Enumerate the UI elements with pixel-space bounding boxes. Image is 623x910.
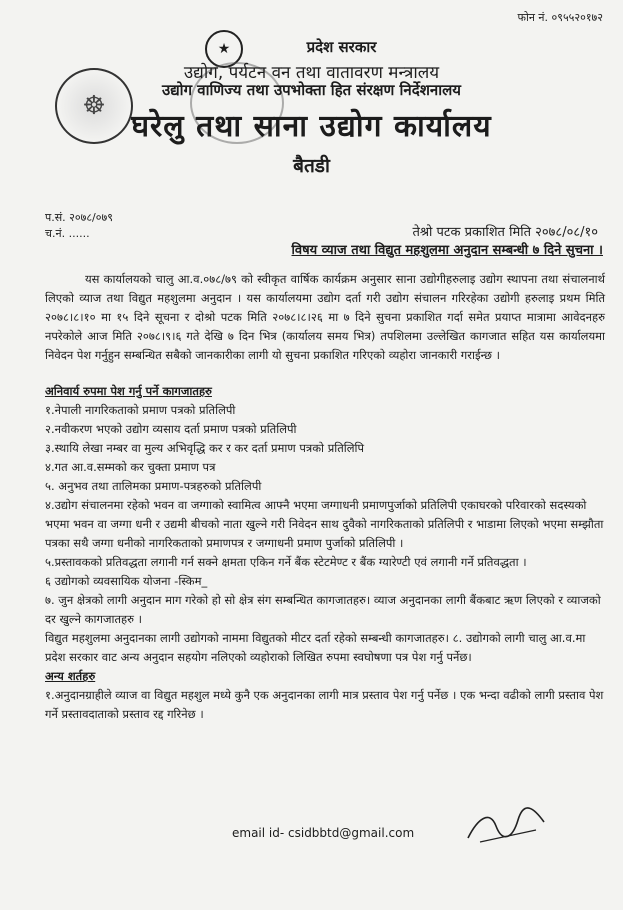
- ministry-title: उद्योग, पर्यटन वन तथा वातावरण मन्त्रालय: [183, 63, 440, 83]
- province-title: प्रदेश सरकार: [306, 38, 377, 56]
- list-item: विद्युत महशुलमा अनुदानका लागी उद्योगको नाममा विद्युतको मीटर दर्ता रहेको सम्बन्धी कागजातहरु। ८. उद्योगको लागी चालु आ.व.मा प्रदेश सरकार वाट अन्य अनुदान सहयोग नलिएको व्यहोराको लिखित रुपमा स्वघोषणा पत्र पेश गर्नु पर्नेछ।: [45, 631, 586, 664]
- signature: [460, 800, 552, 850]
- phone-number: फोन नं. ०९५५२०१७२: [517, 11, 603, 24]
- contact-email: email id- csidbbtd@gmail.com: [232, 826, 415, 840]
- list-item: ६ उद्योगको व्यवसायिक योजना -स्किम_: [45, 574, 208, 588]
- list-item: ४.गत आ.व.सम्मको कर चुक्ता प्रमाण पत्र: [45, 460, 216, 474]
- publication-date: तेश्रो पटक प्रकाशित मिति २०७८/०८/१०: [412, 225, 598, 240]
- list-item: ७. जुन क्षेत्रको लागी अनुदान माग गरेको हो सो क्षेत्र संग सम्बन्धित कागजातहरु। व्याज अनुदानका लागी बैंकबाट ऋण लिएको र व्याजको दर खुल्ने कागजातहरु ।: [45, 593, 601, 626]
- list-item: १.नेपाली नागरिकताको प्रमाण पत्रको प्रतिलिपी: [45, 403, 236, 417]
- list-item: २.नवीकरण भएको उद्योग व्यसाय दर्ता प्रमाण पत्रको प्रतिलिपी: [45, 422, 297, 436]
- list-item: ५. अनुभव तथा तालिमका प्रमाण-पत्रहरुको प्रतिलिपी: [45, 479, 262, 493]
- directorate-title: उद्योग वाणिज्य तथा उपभोक्ता हित संरक्षण निर्देशनालय: [162, 81, 461, 99]
- list-item: १.अनुदानग्राहीले व्याज वा विद्युत महशुल मध्ये कुनै एक अनुदानका लागी मात्र प्रस्ताव पेश गर्नु पर्नेछ । एक भन्दा वढीको लागी प्रस्ताव पेश गर्ने प्रस्तावदाताको प्रस्ताव रद्द गरिनेछ ।: [45, 688, 604, 721]
- required-docs-heading: अनिवार्य रुपमा पेश गर्नु पर्ने कागजातहरु: [45, 384, 212, 398]
- fiscal-year-ref: प.सं. २०७८/०७९: [45, 211, 113, 224]
- subject-line: विषय व्याज तथा विद्युत महशुलमा अनुदान सम्बन्धी ७ दिने सुचना ।: [291, 243, 603, 258]
- required-docs-section: [45, 382, 605, 724]
- list-item: ४.उद्योग संचालनमा रहेको भवन वा जग्गाको स्वामित्व आफ्नै भएमा जग्गाधनी प्रमाणपुर्जाको प्रतिलिपी एकाघरको परिवारको सदस्यको भएमा भवन वा जग्गा धनी र उद्यमी बीचको नाता खुल्ने गरी निवेदन साथ दुवैको नागरिकताको प्रतिलिपी र भाडामा लिएको भएमा सम्झौता पत्रका सथै जग्गा धनीको नागरिकताको प्रमाणपत्र र जग्गाधनी प्रमाण पुर्जाको प्रतिलिपी ।: [45, 498, 604, 550]
- other-terms-heading: अन्य शर्तहरु: [45, 669, 96, 683]
- list-item: ३.स्थायि लेखा नम्बर वा मुल्य अभिवृद्धि कर र कर दर्ता प्रमाण पत्रको प्रतिलिपि: [45, 441, 365, 455]
- list-item: ५.प्रस्तावकको प्रतिवद्धता लगानी गर्न सक्ने क्षमता एकिन गर्ने बैंक स्टेटमेण्ट र बैंक ग्यारेण्टी एवं लगानी गर्ने प्रतिवद्धता ।: [45, 555, 527, 569]
- government-emblem-icon: ☸: [55, 68, 133, 144]
- dispatch-number: च.नं. ......: [45, 227, 90, 240]
- office-location: बैतडी: [293, 155, 330, 177]
- province-emblem-icon: ★: [205, 30, 243, 68]
- intro-paragraph: यस कार्यालयको चालु आ.व.०७८/७९ को स्वीकृत वार्षिक कार्यक्रम अनुसार साना उद्योगीहरुलाइ उद्योग स्थापना तथा संचालनार्थ लिएको व्याज तथा विद्युत महशुलमा अनुदान । यस कार्यालयमा उद्योग दर्ता गरी उद्योग संचालन गरिरहेका उद्योगी हरुलाइ प्रथम मिति २०७८।८।१० मा १५ दिने सूचना र दोश्रो पटक मिति २०७८।८।२६ मा ७ दिने सुचना प्रकाशित गर्दा समेत प्रयाप्त मात्रामा आवेदनहरु नपरेकोले आज मिति २०७८।९।६ गते देखि ७ दिन भित्र (कार्यालय समय भित्र) तपशिलमा उल्लेखित कागजात सहित यस कार्यालयमा निवेदन पेश गर्नुहुन सम्बन्धित सबैको जानकारीका लागी यो सुचना प्रकाशित गरिएको व्यहोरा जानकारी गराईन्छ ।: [45, 272, 605, 362]
- office-title: घरेलु तथा साना उद्योग कार्यालय: [131, 109, 492, 144]
